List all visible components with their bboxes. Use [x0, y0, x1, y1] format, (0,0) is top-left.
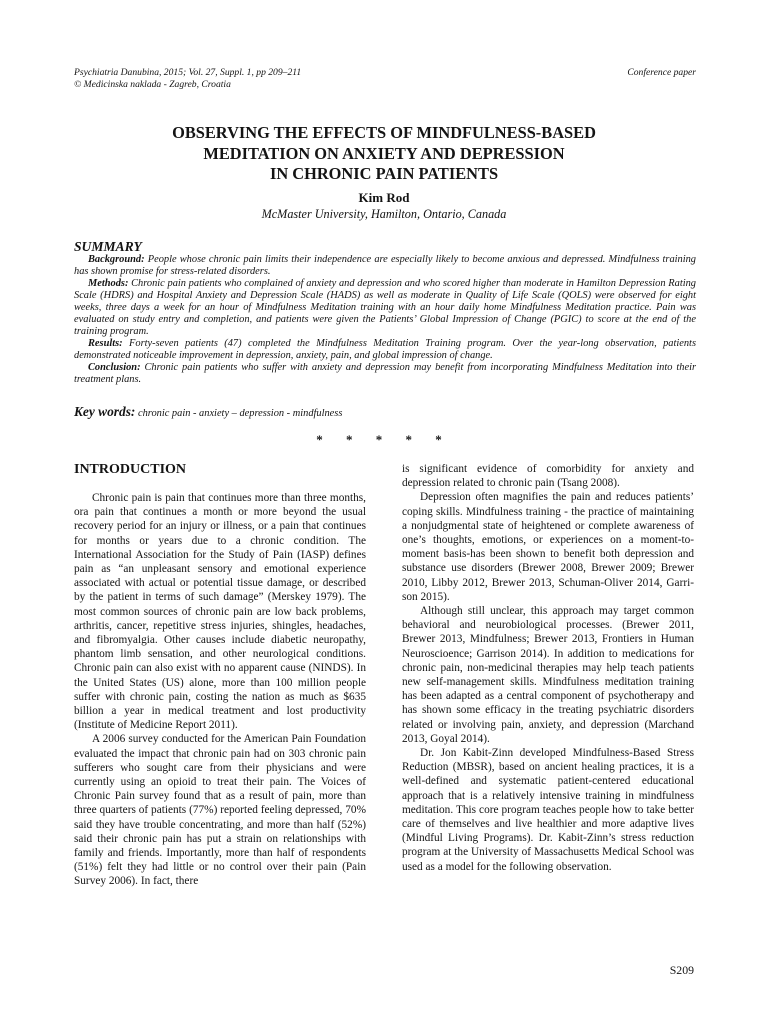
- body-paragraph: Chronic pain is pain that continues more than three months, ora pain that continues a month or more beyond the usual recovery period for an injury or illness, or a pain that continues for months or years due to a chronic condition. The International Association for the Study of Pain (IASP) defines pain as “an unpleasant sensory and emotional experience associated with actual or potential tissue damage, or described by the patient in terms of such damage” (Merskey 1979). The most common sources of chronic pain are low back problems, arthritis, cancer, repetitive stress injuries, shingles, headaches, and fibromyalgia. Other causes include diabetic neuropathy, phantom limb sensation, and other neurological conditions. Chronic pain can also exist with no apparent cause (NINDS). In the United States (US) alone, more than 100 million people suffer with chronic pain, costing the nation as much as $635 billion a year in medical treatment and lost productivity (Institute of Medicine Report 2011).: [74, 492, 366, 732]
- title-line: IN CHRONIC PAIN PATIENTS: [269, 164, 499, 183]
- running-header-left: [74, 67, 301, 91]
- keywords: [74, 404, 342, 420]
- summary-conclusion: [74, 362, 696, 386]
- author-name: Kim Rod: [358, 190, 410, 205]
- body-paragraph: Depression often magnifies the pain and reduces patients’ coping skills. Mindfulness training - the practice of maintaining a nonjudgmental state of heightened or complete awareness of one’s thoughts, emotions, or experiences on a moment-to-moment basis-has been shown to benefit both depression and substance use disorders (Brewer 2008, Brewer 2009; Brewer 2010, Libby 2012, Brewer 2013, Schuman-Oliver 2014, Garrison 2015).: [402, 491, 694, 603]
- summary-abstract: [74, 254, 696, 386]
- section-separator: * * * * *: [316, 432, 452, 447]
- introduction-heading: INTRODUCTION: [74, 462, 187, 477]
- paper-title: [74, 123, 694, 185]
- summary-heading: SUMMARY: [74, 239, 142, 254]
- background-text: People whose chronic pain limits their independence are especially likely to become anxious and depressed. Mindfulness training has shown promise for stress-related disorders.: [74, 254, 696, 277]
- left-column: [74, 462, 366, 889]
- author-affiliation: McMaster University, Hamilton, Ontario, Canada: [261, 207, 507, 221]
- paper-type-label: Conference paper: [627, 67, 696, 78]
- results-text: Forty-seven patients (47) completed the Mindfulness Meditation Training program. Over the year-long observation, patients demonstrated noticeable improvement in depression, anxiety, pain, and global impression of change.: [74, 338, 696, 361]
- summary-methods: [74, 278, 696, 338]
- background-label: Background:: [88, 254, 145, 265]
- title-line: OBSERVING THE EFFECTS OF MINDFULNESS-BASED: [172, 123, 596, 142]
- conclusion-text: Chronic pain patients who suffer with anxiety and depression may benefit from incorporating Mindfulness Meditation into their treatment plans.: [74, 362, 696, 385]
- summary-results: [74, 338, 696, 362]
- page-number: S209: [669, 963, 694, 977]
- methods-label: Methods:: [88, 278, 129, 289]
- title-line: MEDITATION ON ANXIETY AND DEPRESSION: [203, 143, 565, 163]
- right-column: [402, 462, 694, 874]
- results-label: Results:: [88, 338, 123, 349]
- conclusion-label: Conclusion:: [88, 362, 141, 373]
- summary-background: [74, 254, 696, 278]
- body-paragraph: Dr. Jon Kabit-Zinn developed Mindfulness-Based Stress Reduction (MBSR), based on ancient healing practices, it is a well-defined and systematic patient-centered educational approach that is a relatively intensive training in mindfulness meditation. This core program teaches people how to take better care of themselves and live healthier and more adaptive lives (Mindful Living Programs). Dr. Kabit-Zinn’s stress reduction program at the University of Massachusetts Medical School was used as a model for the following observation.: [402, 747, 694, 873]
- methods-text: Chronic pain patients who complained of anxiety and depression and who scored higher than moderate in Hamilton Depression Rating Scale (HDRS) and Hospital Anxiety and Depression Scale (HADS) as well as moderate in Quality of Life Scale (QOLS) were observed for eight weeks, three days a week for an hour of Mindfulness Meditation training with an hour daily home Mindfulness Meditation practice. Pain was evaluated on study entry and completion, and patients were given the Patients’ Global Impression of Change (PGIC) to score at the end of the training program.: [74, 278, 696, 337]
- keywords-label: Key words:: [74, 404, 136, 419]
- publisher-line: © Medicinska naklada - Zagreb, Croatia: [74, 79, 231, 90]
- keywords-text: chronic pain - anxiety – depression - mindfulness: [135, 408, 343, 419]
- body-paragraph: A 2006 survey conducted for the American Pain Foundation evaluated the impact that chronic pain had on 303 chronic pain sufferers who sought care from their physicians and were currently using an opioid to treat their pain. The Voices of Chronic Pain survey found that as a result of pain, more than three quarters of patients (77%) reported feeling depressed, 70% said they have trouble concentrating, and more than half (52%) said their chronic pain has put a strain on relationships with family and friends. Importantly, more than half of respondents (51%) felt they had little or no control over their pain (Pain Survey 2006). In fact, there: [74, 733, 366, 888]
- journal-citation: Psychiatria Danubina, 2015; Vol. 27, Suppl. 1, pp 209–211: [74, 67, 302, 78]
- body-paragraph: Although still unclear, this approach may target common behavioral and neurobiological processes. (Brewer 2011, Brewer 2013, Mindfulness; Brewer 2013, Frontiers in Human Neuroscioence; Garrison 2014). In addition to medications for chronic pain, non-medicinal therapies may help teach patients new self-management skills. Mindfulness meditation training has been adapted as a central component of psychotherapy and has shown some efficacy in the treating psychiatric disorders related or involving pain, anxiety, and depression (Marchand 2013, Goyal 2014).: [402, 605, 694, 745]
- body-paragraph-continued: is significant evidence of comorbidity for anxiety and depression related to chronic pain (Tsang 2008).: [402, 463, 694, 490]
